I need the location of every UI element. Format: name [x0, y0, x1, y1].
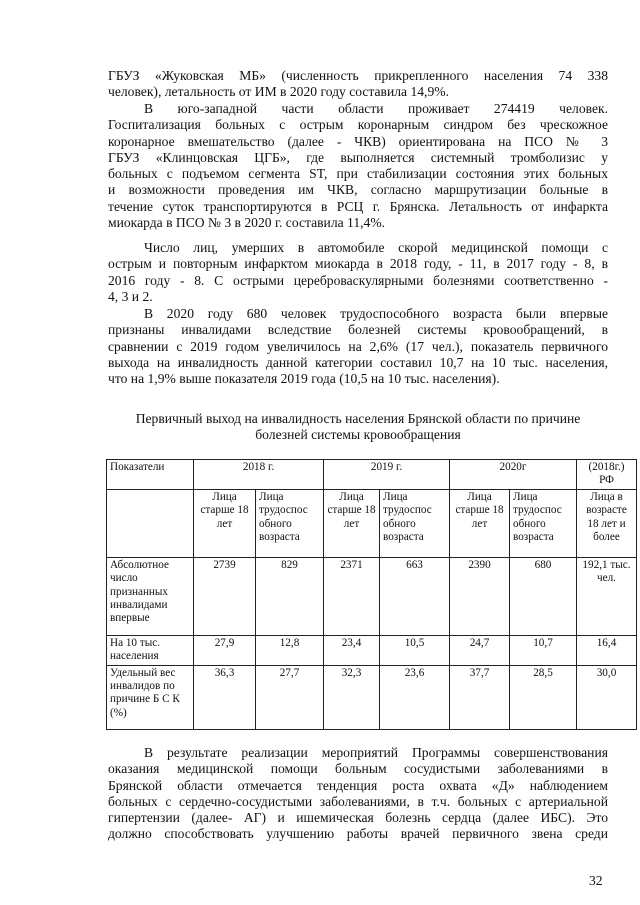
- rf-header: (2018г.) РФ: [577, 460, 637, 490]
- table-cell: 28,5: [510, 665, 577, 729]
- text-line: признаны инвалидами вследствие болезней системы кровообращений, в: [108, 322, 608, 338]
- text-line: В результате реализации мероприятий Программы совершенствования: [144, 745, 608, 760]
- text-line: В 2020 году 680 человек трудоспособного возраста были впервые: [144, 306, 608, 321]
- table-cell: 2371: [324, 557, 380, 635]
- caption-line: болезней системы кровообращения: [255, 427, 461, 443]
- text-line: ГБУЗ «Клинцовская ЦГБ», где выполняется системный тромболизис у: [108, 149, 608, 165]
- text-line: коронарное вмешательство (далее - ЧКВ) ориентирована на ПСО № 3: [108, 133, 608, 149]
- table-cell: 680: [510, 557, 577, 635]
- page-number: 32: [589, 873, 603, 888]
- text-line: В юго-западной части области проживает 274419 человек.: [144, 101, 608, 116]
- subheader-rf: Лица в возрасте 18 лет и более: [577, 489, 637, 557]
- disability-table: [106, 459, 637, 730]
- table-cell: 2390: [450, 557, 510, 635]
- table-row: [107, 635, 637, 665]
- text-line: и возможности проведения им ЧКВ, согласно маршрутизации больные в: [108, 182, 608, 198]
- text-line: миокарда в ПСО № 3 в 2020 г. составила 11,4%.: [108, 215, 386, 231]
- table-cell: 30,0: [577, 665, 637, 729]
- paragraph-4: [108, 306, 608, 387]
- row-label: Абсолютное число признанных инвалидами впервые: [107, 557, 194, 635]
- subheader-working: Лица трудоспос обного возраста: [380, 489, 450, 557]
- text-line: человек), летальность от ИМ в 2020 году составила 14,9%.: [108, 84, 449, 100]
- table-cell: 36,3: [194, 665, 256, 729]
- header-label: Показатели: [107, 460, 194, 490]
- text-line: больных с сердечно-сосудистыми заболеваниями, в т.ч. больных с артериальной: [108, 793, 608, 809]
- text-line: что на 1,9% выше показателя 2019 года (10,5 на 10 тыс. населения).: [108, 371, 500, 387]
- paragraph-3: [108, 240, 608, 305]
- table-caption: [108, 411, 608, 444]
- text-line: 2016 году - 8. С острыми цереброваскулярными болезнями соответственно -: [108, 272, 608, 288]
- table-cell: 10,7: [510, 635, 577, 665]
- text-line: 4, 3 и 2.: [108, 288, 153, 304]
- table-subheader-row: [107, 489, 637, 557]
- text-line: больных с подъемом сегмента ST, при стабилизации состояния этих больных: [108, 166, 608, 182]
- caption-line: Первичный выход на инвалидность населения Брянской области по причине: [135, 411, 581, 426]
- table-cell: 32,3: [324, 665, 380, 729]
- text-line: должно способствовать улучшению работы врачей первичного звена среди: [108, 826, 608, 842]
- text-line: гипертензии (далее- АГ) и ишемическая болезнь сердца (далее ИБС). Это: [108, 810, 608, 826]
- text-line: оказания медицинской помощи больным сосудистыми заболеваниями в: [108, 761, 608, 777]
- table-cell: 12,8: [256, 635, 324, 665]
- year-header: 2019 г.: [324, 460, 450, 490]
- text-line: Число лиц, умерших в автомобиле скорой медицинской помощи с: [144, 240, 608, 255]
- table-cell: 23,6: [380, 665, 450, 729]
- year-header: 2020г: [450, 460, 577, 490]
- table-row: [107, 557, 637, 635]
- table-cell: 829: [256, 557, 324, 635]
- table-cell: 27,7: [256, 665, 324, 729]
- paragraph-1: [108, 68, 608, 101]
- text-line: сравнении с 2019 годом увеличилось на 2,6% (17 чел.), показатель первичного: [108, 338, 608, 354]
- table-cell: 2739: [194, 557, 256, 635]
- paragraph-5: [108, 745, 608, 843]
- row-label: Удельный вес инвалидов по причине Б С К (%): [107, 665, 194, 729]
- table-cell: 10,5: [380, 635, 450, 665]
- table-cell: 37,7: [450, 665, 510, 729]
- table-cell: 23,4: [324, 635, 380, 665]
- table-row: [107, 665, 637, 729]
- year-header: 2018 г.: [194, 460, 324, 490]
- text-line: ГБУЗ «Жуковская МБ» (численность прикрепленного населения 74 338: [108, 68, 608, 83]
- text-line: Брянской области отмечается тенденция роста охвата «Д» наблюдением: [108, 777, 608, 793]
- subheader-working: Лица трудоспос обного возраста: [510, 489, 577, 557]
- subheader-older: Лица старше 18 лет: [194, 489, 256, 557]
- subheader-older: Лица старше 18 лет: [450, 489, 510, 557]
- empty-cell: [107, 489, 194, 557]
- table-cell: 24,7: [450, 635, 510, 665]
- subheader-older: Лица старше 18 лет: [324, 489, 380, 557]
- row-label: На 10 тыс. населения: [107, 635, 194, 665]
- text-line: выхода на инвалидность данной категории составил 10,7 на 10 тыс. населения,: [108, 354, 608, 370]
- text-line: течение суток транспортируются в РСЦ г. Брянска. Летальность от инфаркта: [108, 198, 608, 214]
- table-cell: 27,9: [194, 635, 256, 665]
- text-line: Госпитализация больных с острым коронарным синдром без чрескожное: [108, 117, 608, 133]
- table-cell: 663: [380, 557, 450, 635]
- table-cell: 192,1 тыс. чел.: [577, 557, 637, 635]
- table-header-row: [107, 460, 637, 490]
- table-cell: 16,4: [577, 635, 637, 665]
- paragraph-2: [108, 101, 608, 231]
- subheader-working: Лица трудоспос обного возраста: [256, 489, 324, 557]
- text-line: острым и повторным инфарктом миокарда в 2018 году, - 11, в 2017 году - 8, в: [108, 256, 608, 272]
